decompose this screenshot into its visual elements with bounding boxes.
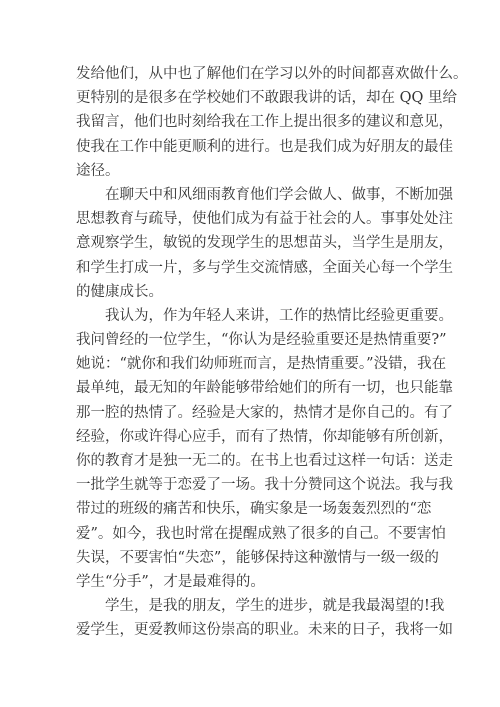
- text-line: 失误，不要害怕“失恋”，能够保持这种激情与一级一级的: [76, 549, 439, 566]
- text-line: 意观察学生，敏锐的发现学生的思想苗头，当学生是朋友，: [76, 235, 453, 252]
- text-line: 我问曾经的一位学生，“你认为是经验重要还是热情重要?”: [76, 332, 447, 349]
- text-line: 途径。: [76, 162, 120, 179]
- text-line: 那一腔的热情了。经验是大家的，热情才是你自己的。有了: [76, 404, 453, 421]
- document-body: [76, 62, 468, 643]
- text-line: 在聊天中和风细雨教育他们学会做人、做事，不断加强: [76, 186, 453, 203]
- text-line: 使我在工作中能更顺利的进行。也是我们成为好朋友的最佳: [76, 138, 453, 155]
- paragraph-1: [76, 62, 468, 183]
- text-line: 爱学生，更爱教师这份崇高的职业。未来的日子，我将一如: [76, 622, 453, 639]
- text-line: 一批学生就等于恋爱了一场。我十分赞同这个说法。我与我: [76, 477, 453, 494]
- text-line: 经验，你或许得心应手，而有了热情，你却能够有所创新，: [76, 428, 453, 445]
- text-line: 带过的班级的痛苦和快乐，确实象是一场轰轰烈烈的“恋: [76, 501, 432, 518]
- text-line: 你的教育才是独一无二的。在书上也看过这样一句话：送走: [76, 453, 453, 469]
- text-line: 爱”。如今，我也时常在提醒成熟了很多的自己。不要害怕: [76, 525, 446, 542]
- text-line: 学生，是我的朋友，学生的进步，就是我最渴望的!我: [76, 598, 445, 615]
- text-line: 的健康成长。: [76, 283, 163, 300]
- paragraph-3: [76, 304, 453, 594]
- text-line: 我认为，作为年轻人来讲，工作的热情比经验更重要。: [76, 307, 453, 324]
- paragraph-4: [76, 594, 453, 642]
- text-line: 和学生打成一片，多与学生交流情感，全面关心每一个学生: [76, 259, 453, 276]
- text-line: 最单纯，最无知的年龄能够带给她们的所有一切，也只能靠: [76, 380, 453, 397]
- text-line: 我留言，他们也时刻给我在工作上提出很多的建议和意见，: [76, 114, 453, 131]
- text-line: 思想教育与疏导，使他们成为有益于社会的人。事事处处注: [76, 211, 453, 228]
- text-line: 发给他们，从中也了解他们在学习以外的时间都喜欢做什么。: [76, 66, 468, 82]
- text-line: 学生“分手”，才是最难得的。: [76, 573, 265, 590]
- text-line: 她说：“就你和我们幼师班而言，是热情重要。”没错，我在: [76, 356, 447, 373]
- text-line: 更特别的是很多在学校她们不敢跟我讲的话，却在 QQ 里给: [76, 90, 457, 107]
- paragraph-2: [76, 183, 453, 304]
